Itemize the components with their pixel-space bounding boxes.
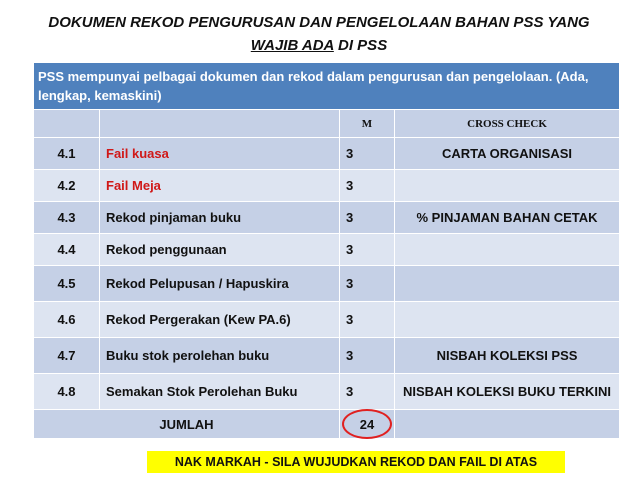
row-mark: 3 — [340, 138, 395, 170]
title-underlined: WAJIB ADA — [250, 37, 334, 54]
table-row — [34, 374, 620, 410]
row-no: 4.8 — [34, 374, 100, 410]
table-row — [34, 338, 620, 374]
intro-row — [34, 63, 620, 110]
title-rest: DI PSS — [333, 37, 388, 54]
total-cell — [340, 410, 395, 439]
header-col1 — [34, 110, 100, 138]
table-row — [34, 266, 620, 302]
total-value: 24 — [359, 416, 375, 432]
row-no: 4.5 — [34, 266, 100, 302]
row-no: 4.3 — [34, 202, 100, 234]
row-item: Buku stok perolehan buku — [100, 338, 340, 374]
header-row — [34, 110, 620, 138]
row-check — [395, 266, 620, 302]
records-table — [33, 62, 619, 439]
header-m: M — [340, 110, 395, 138]
row-item: Rekod Pergerakan (Kew PA.6) — [100, 302, 340, 338]
row-no: 4.7 — [34, 338, 100, 374]
row-mark: 3 — [340, 374, 395, 410]
intro-text: PSS mempunyai pelbagai dokumen dan rekod dalam pengurusan dan pengelolaan. (Ada, lengkap, kemaskini) — [34, 63, 620, 110]
total-label: JUMLAH — [34, 410, 340, 439]
table-row — [34, 170, 620, 202]
row-no: 4.6 — [34, 302, 100, 338]
total-empty — [395, 410, 620, 439]
row-check — [395, 302, 620, 338]
row-no: 4.1 — [34, 138, 100, 170]
row-mark: 3 — [340, 202, 395, 234]
row-item: Semakan Stok Perolehan Buku — [100, 374, 340, 410]
row-check — [395, 234, 620, 266]
table-row — [34, 234, 620, 266]
row-no: 4.4 — [34, 234, 100, 266]
row-item: Rekod penggunaan — [100, 234, 340, 266]
row-no: 4.2 — [34, 170, 100, 202]
table-row — [34, 302, 620, 338]
page-title — [0, 11, 638, 57]
row-mark: 3 — [340, 234, 395, 266]
row-mark: 3 — [340, 338, 395, 374]
title-line-1: DOKUMEN REKOD PENGURUSAN DAN PENGELOLAAN BAHAN PSS YANG — [48, 14, 590, 31]
row-item: Fail kuasa — [100, 138, 340, 170]
row-mark: 3 — [340, 170, 395, 202]
circle-highlight — [342, 409, 392, 439]
table-row — [34, 138, 620, 170]
row-check: NISBAH KOLEKSI BUKU TERKINI — [395, 374, 620, 410]
row-mark: 3 — [340, 266, 395, 302]
row-item: Rekod Pelupusan / Hapuskira — [100, 266, 340, 302]
header-cross-check: CROSS CHECK — [395, 110, 620, 138]
row-mark: 3 — [340, 302, 395, 338]
header-col2 — [100, 110, 340, 138]
title-line-2 — [0, 34, 638, 57]
highlight-note: NAK MARKAH - SILA WUJUDKAN REKOD DAN FAIL DI ATAS — [147, 451, 565, 473]
total-row — [34, 410, 620, 439]
row-check — [395, 170, 620, 202]
row-check: NISBAH KOLEKSI PSS — [395, 338, 620, 374]
row-check: % PINJAMAN BAHAN CETAK — [395, 202, 620, 234]
row-item: Fail Meja — [100, 170, 340, 202]
table-row — [34, 202, 620, 234]
row-item: Rekod pinjaman buku — [100, 202, 340, 234]
row-check: CARTA ORGANISASI — [395, 138, 620, 170]
